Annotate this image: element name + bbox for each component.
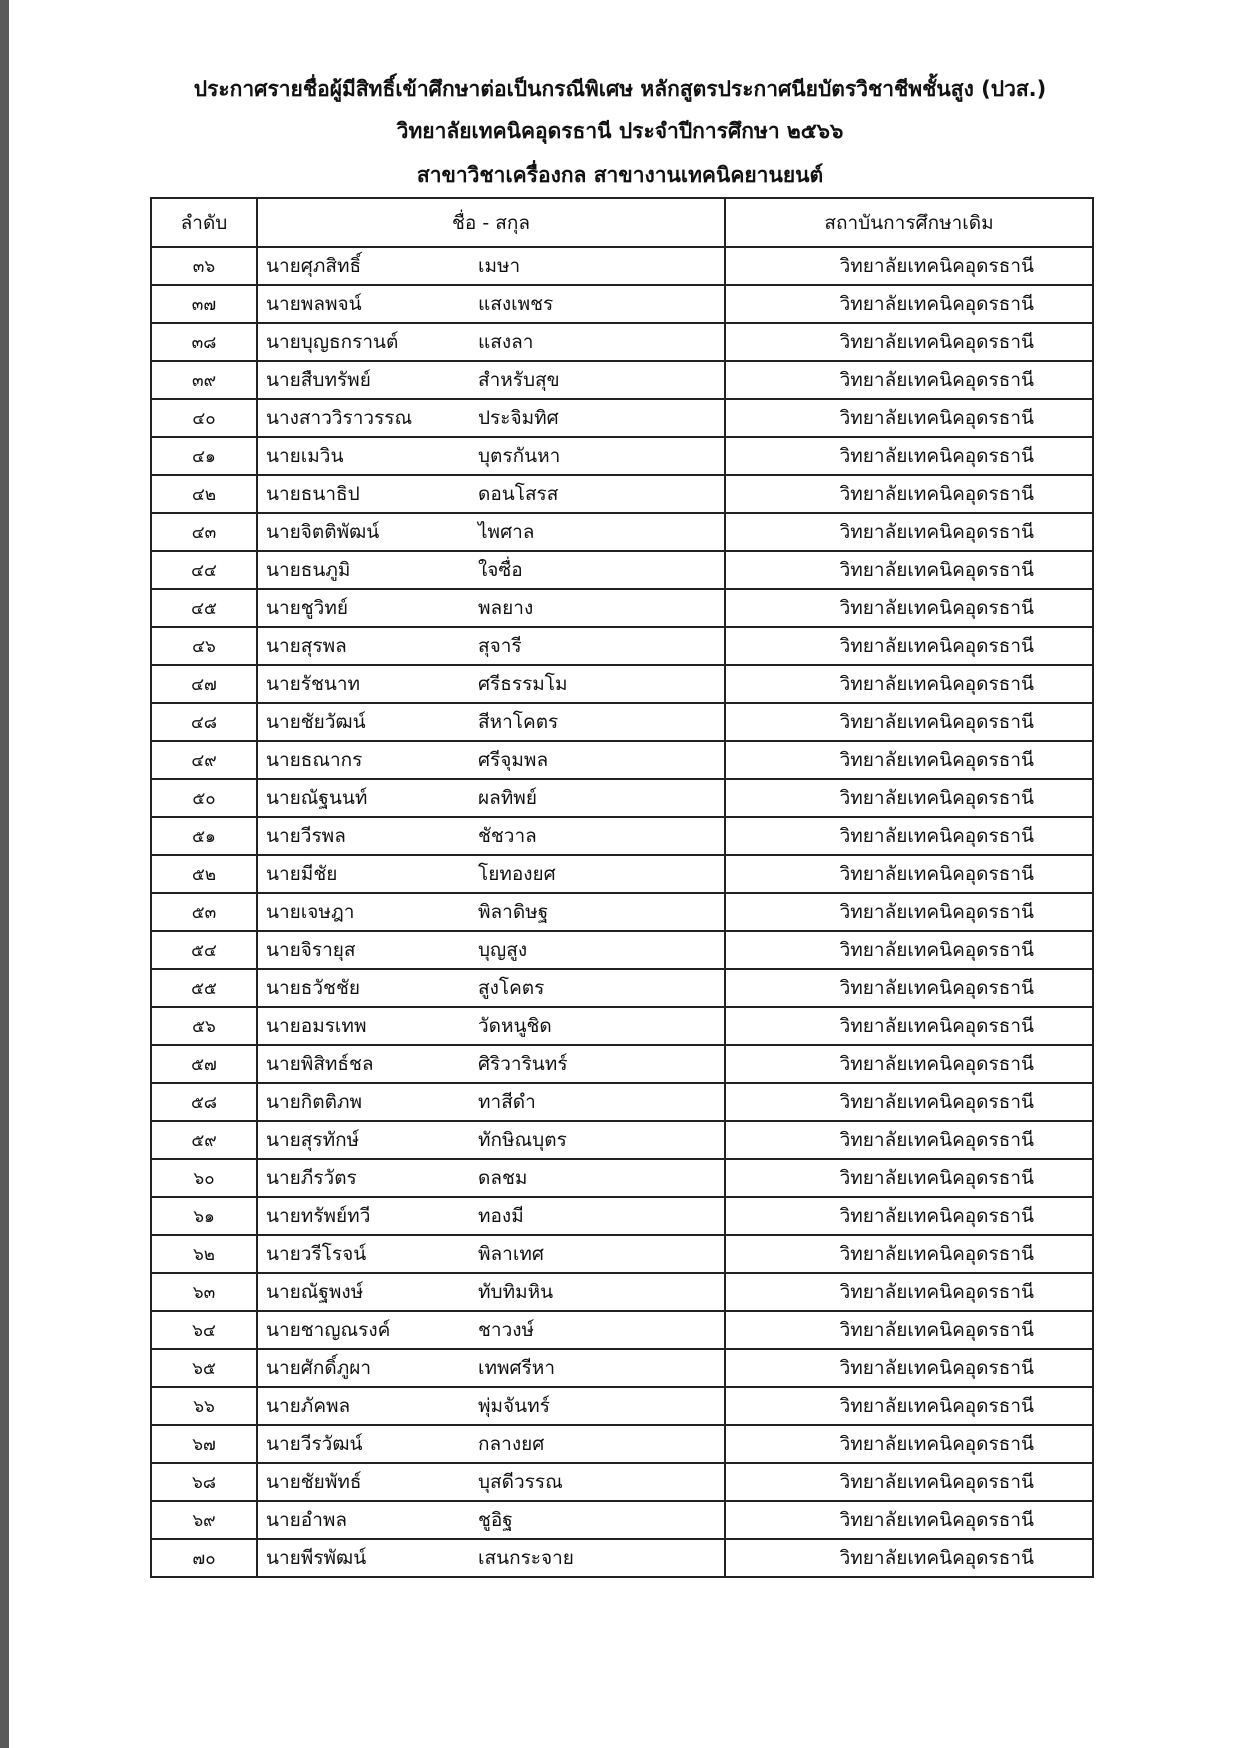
full-name xyxy=(266,973,716,1003)
last-name: พิลาดิษฐ xyxy=(478,901,549,923)
first-name: นายเจษฎา xyxy=(266,901,355,923)
table-row xyxy=(151,1007,1093,1045)
row-name-cell xyxy=(257,589,725,627)
header-title: ประกาศรายชื่อผู้มีสิทธิ์เข้าศึกษาต่อเป็นกรณีพิเศษ หลักสูตรประกาศนียบัตรวิชาชีพชั้นสูง (ปวส.) xyxy=(193,77,1047,101)
full-name xyxy=(266,289,716,319)
first-name: นายทรัพย์ทวี xyxy=(266,1205,371,1227)
row-name-cell xyxy=(257,437,725,475)
table-row xyxy=(151,969,1093,1007)
scan-edge xyxy=(0,0,9,1748)
row-school: วิทยาลัยเทคนิคอุดรธานี xyxy=(725,665,1093,703)
table-row xyxy=(151,665,1093,703)
row-number: ๕๓ xyxy=(151,893,257,931)
row-school: วิทยาลัยเทคนิคอุดรธานี xyxy=(725,1349,1093,1387)
row-number: ๔๔ xyxy=(151,551,257,589)
table-row xyxy=(151,1121,1093,1159)
table-row xyxy=(151,247,1093,285)
last-name: ดลชม xyxy=(478,1167,528,1189)
row-school: วิทยาลัยเทคนิคอุดรธานี xyxy=(725,931,1093,969)
row-number: ๖๗ xyxy=(151,1425,257,1463)
full-name xyxy=(266,593,716,623)
last-name: เทพศรีหา xyxy=(478,1357,556,1379)
row-school: วิทยาลัยเทคนิคอุดรธานี xyxy=(725,817,1093,855)
first-name: นายณัฐพงษ์ xyxy=(266,1281,364,1303)
last-name: บุญสูง xyxy=(478,939,528,961)
row-name-cell xyxy=(257,1463,725,1501)
last-name: ดอนโสรส xyxy=(478,483,559,505)
row-number: ๔๖ xyxy=(151,627,257,665)
first-name: นายชาญณรงค์ xyxy=(266,1319,391,1341)
row-name-cell xyxy=(257,1045,725,1083)
row-school: วิทยาลัยเทคนิคอุดรธานี xyxy=(725,893,1093,931)
row-school: วิทยาลัยเทคนิคอุดรธานี xyxy=(725,247,1093,285)
full-name xyxy=(266,1315,716,1345)
row-name-cell xyxy=(257,969,725,1007)
last-name: ทาสีดำ xyxy=(478,1091,536,1113)
table-row xyxy=(151,285,1093,323)
last-name: วัดหนูชิด xyxy=(478,1015,552,1037)
last-name: พิลาเทศ xyxy=(478,1243,544,1265)
full-name xyxy=(266,1163,716,1193)
row-name-cell xyxy=(257,247,725,285)
row-name-cell xyxy=(257,665,725,703)
first-name: นายชูวิทย์ xyxy=(266,597,349,619)
table-row xyxy=(151,399,1093,437)
table-row xyxy=(151,779,1093,817)
row-number: ๖๖ xyxy=(151,1387,257,1425)
row-name-cell xyxy=(257,893,725,931)
row-school: วิทยาลัยเทคนิคอุดรธานี xyxy=(725,969,1093,1007)
last-name: ทับทิมหิน xyxy=(478,1281,554,1303)
column-header-name: ชื่อ - สกุล xyxy=(257,198,725,247)
row-name-cell xyxy=(257,931,725,969)
table-row xyxy=(151,513,1093,551)
row-number: ๔๓ xyxy=(151,513,257,551)
row-name-cell xyxy=(257,1387,725,1425)
row-number: ๖๙ xyxy=(151,1501,257,1539)
row-number: ๔๗ xyxy=(151,665,257,703)
table-row xyxy=(151,627,1093,665)
first-name: นายพลพจน์ xyxy=(266,293,362,315)
last-name: ผลทิพย์ xyxy=(478,787,537,809)
row-school: วิทยาลัยเทคนิคอุดรธานี xyxy=(725,475,1093,513)
row-number: ๕๑ xyxy=(151,817,257,855)
first-name: นายกิตติภพ xyxy=(266,1091,363,1113)
table-row xyxy=(151,1159,1093,1197)
table-row xyxy=(151,893,1093,931)
first-name: นายมีชัย xyxy=(266,863,338,885)
first-name: นายเมวิน xyxy=(266,445,344,467)
last-name: ชาวงษ์ xyxy=(478,1319,535,1341)
row-school: วิทยาลัยเทคนิคอุดรธานี xyxy=(725,1539,1093,1577)
column-header-school: สถาบันการศึกษาเดิม xyxy=(725,198,1093,247)
table-row xyxy=(151,551,1093,589)
last-name: สุจารี xyxy=(478,635,522,657)
last-name: ศิริวารินทร์ xyxy=(478,1053,568,1075)
first-name: นายอำพล xyxy=(266,1509,348,1531)
last-name: บุตรกันหา xyxy=(478,445,561,467)
row-name-cell xyxy=(257,1273,725,1311)
row-name-cell xyxy=(257,1539,725,1577)
row-school: วิทยาลัยเทคนิคอุดรธานี xyxy=(725,703,1093,741)
full-name xyxy=(266,1467,716,1497)
first-name: นายจิตติพัฒน์ xyxy=(266,521,380,543)
row-number: ๔๕ xyxy=(151,589,257,627)
full-name xyxy=(266,631,716,661)
first-name: นายศักดิ์ภูผา xyxy=(266,1357,372,1379)
row-name-cell xyxy=(257,627,725,665)
last-name: โยทองยศ xyxy=(478,863,556,885)
full-name xyxy=(266,1543,716,1573)
first-name: นายบุญธกรานต์ xyxy=(266,331,399,353)
table-row xyxy=(151,817,1093,855)
last-name: พุ่มจันทร์ xyxy=(478,1395,550,1417)
row-name-cell xyxy=(257,817,725,855)
last-name: สีหาโคตร xyxy=(478,711,559,733)
row-number: ๖๕ xyxy=(151,1349,257,1387)
last-name: กลางยศ xyxy=(478,1433,545,1455)
first-name: นายวีรวัฒน์ xyxy=(266,1433,363,1455)
last-name: ศรีธรรมโม xyxy=(478,673,568,695)
table-row xyxy=(151,1463,1093,1501)
row-number: ๓๗ xyxy=(151,285,257,323)
row-number: ๕๘ xyxy=(151,1083,257,1121)
row-school: วิทยาลัยเทคนิคอุดรธานี xyxy=(725,285,1093,323)
full-name xyxy=(266,479,716,509)
table-row xyxy=(151,475,1093,513)
row-number: ๔๒ xyxy=(151,475,257,513)
row-name-cell xyxy=(257,1083,725,1121)
row-number: ๖๒ xyxy=(151,1235,257,1273)
table-row xyxy=(151,1197,1093,1235)
table-row xyxy=(151,1273,1093,1311)
row-school: วิทยาลัยเทคนิคอุดรธานี xyxy=(725,779,1093,817)
row-school: วิทยาลัยเทคนิคอุดรธานี xyxy=(725,1463,1093,1501)
last-name: พลยาง xyxy=(478,597,534,619)
full-name xyxy=(266,1087,716,1117)
row-number: ๕๔ xyxy=(151,931,257,969)
full-name xyxy=(266,1277,716,1307)
full-name xyxy=(266,897,716,927)
first-name: นายธณากร xyxy=(266,749,363,771)
last-name: แสงลา xyxy=(478,331,534,353)
last-name: ไพศาล xyxy=(478,521,535,543)
row-school: วิทยาลัยเทคนิคอุดรธานี xyxy=(725,741,1093,779)
first-name: นายพิสิทธ์ชล xyxy=(266,1053,374,1075)
row-number: ๖๐ xyxy=(151,1159,257,1197)
row-number: ๖๓ xyxy=(151,1273,257,1311)
full-name xyxy=(266,859,716,889)
row-number: ๕๕ xyxy=(151,969,257,1007)
row-name-cell xyxy=(257,1121,725,1159)
first-name: นายวรีโรจน์ xyxy=(266,1243,367,1265)
row-school: วิทยาลัยเทคนิคอุดรธานี xyxy=(725,1273,1093,1311)
full-name xyxy=(266,1125,716,1155)
last-name: บุสดีวรรณ xyxy=(478,1471,563,1493)
row-school: วิทยาลัยเทคนิคอุดรธานี xyxy=(725,589,1093,627)
row-name-cell xyxy=(257,323,725,361)
row-number: ๔๙ xyxy=(151,741,257,779)
table-row xyxy=(151,1387,1093,1425)
first-name: นายภีรวัตร xyxy=(266,1167,357,1189)
full-name xyxy=(266,935,716,965)
row-number: ๖๔ xyxy=(151,1311,257,1349)
row-name-cell xyxy=(257,1235,725,1273)
table-row xyxy=(151,1045,1093,1083)
last-name: เสนกระจาย xyxy=(478,1547,574,1569)
row-school: วิทยาลัยเทคนิคอุดรธานี xyxy=(725,1045,1093,1083)
first-name: นายรัชนาท xyxy=(266,673,361,695)
row-school: วิทยาลัยเทคนิคอุดรธานี xyxy=(725,361,1093,399)
full-name xyxy=(266,327,716,357)
row-name-cell xyxy=(257,1007,725,1045)
row-name-cell xyxy=(257,855,725,893)
first-name: นายภัคพล xyxy=(266,1395,351,1417)
row-number: ๔๘ xyxy=(151,703,257,741)
row-school: วิทยาลัยเทคนิคอุดรธานี xyxy=(725,1197,1093,1235)
first-name: นางสาววิราวรรณ xyxy=(266,407,413,429)
table-row xyxy=(151,855,1093,893)
table-row xyxy=(151,437,1093,475)
row-school: วิทยาลัยเทคนิคอุดรธานี xyxy=(725,1007,1093,1045)
full-name xyxy=(266,441,716,471)
row-school: วิทยาลัยเทคนิคอุดรธานี xyxy=(725,1235,1093,1273)
table-row xyxy=(151,1539,1093,1577)
document-header xyxy=(0,68,1240,196)
row-school: วิทยาลัยเทคนิคอุดรธานี xyxy=(725,1387,1093,1425)
full-name xyxy=(266,1011,716,1041)
row-name-cell xyxy=(257,551,725,589)
row-school: วิทยาลัยเทคนิคอุดรธานี xyxy=(725,1311,1093,1349)
row-number: ๓๙ xyxy=(151,361,257,399)
first-name: นายสุรทักษ์ xyxy=(266,1129,360,1151)
full-name xyxy=(266,1505,716,1535)
table-row xyxy=(151,1311,1093,1349)
row-school: วิทยาลัยเทคนิคอุดรธานี xyxy=(725,1501,1093,1539)
first-name: นายพีรพัฒน์ xyxy=(266,1547,367,1569)
first-name: นายศุภสิทธิ์ xyxy=(266,255,362,277)
header-program: สาขาวิชาเครื่องกล สาขางานเทคนิคยานยนต์ xyxy=(416,163,824,187)
first-name: นายชัยวัฒน์ xyxy=(266,711,366,733)
last-name: ชูอิฐ xyxy=(478,1509,513,1531)
first-name: นายชัยพัทธ์ xyxy=(266,1471,362,1493)
full-name xyxy=(266,517,716,547)
full-name xyxy=(266,1429,716,1459)
column-header-number: ลำดับ xyxy=(151,198,257,247)
full-name xyxy=(266,365,716,395)
full-name xyxy=(266,1049,716,1079)
header-college-year: วิทยาลัยเทคนิคอุดรธานี ประจำปีการศึกษา ๒๕๖๖ xyxy=(396,119,844,143)
first-name: นายจิรายุส xyxy=(266,939,356,961)
row-number: ๕๒ xyxy=(151,855,257,893)
table-header-row xyxy=(151,198,1093,247)
first-name: นายวีรพล xyxy=(266,825,346,847)
row-name-cell xyxy=(257,1501,725,1539)
row-name-cell xyxy=(257,513,725,551)
row-number: ๓๘ xyxy=(151,323,257,361)
row-name-cell xyxy=(257,399,725,437)
last-name: ทักษิณบุตร xyxy=(478,1129,567,1151)
row-number: ๕๖ xyxy=(151,1007,257,1045)
row-number: ๔๑ xyxy=(151,437,257,475)
row-name-cell xyxy=(257,1349,725,1387)
first-name: นายธนภูมิ xyxy=(266,559,351,581)
full-name xyxy=(266,1353,716,1383)
row-number: ๕๗ xyxy=(151,1045,257,1083)
last-name: ใจซื่อ xyxy=(478,559,523,581)
full-name xyxy=(266,1391,716,1421)
last-name: ชัชวาล xyxy=(478,825,537,847)
row-name-cell xyxy=(257,361,725,399)
full-name xyxy=(266,783,716,813)
table-row xyxy=(151,1425,1093,1463)
full-name xyxy=(266,403,716,433)
row-school: วิทยาลัยเทคนิคอุดรธานี xyxy=(725,399,1093,437)
first-name: นายณัฐนนท์ xyxy=(266,787,368,809)
row-school: วิทยาลัยเทคนิคอุดรธานี xyxy=(725,1425,1093,1463)
table-row xyxy=(151,1349,1093,1387)
full-name xyxy=(266,821,716,851)
table-row xyxy=(151,703,1093,741)
last-name: แสงเพชร xyxy=(478,293,554,315)
last-name: ศรีจุมพล xyxy=(478,749,549,771)
row-school: วิทยาลัยเทคนิคอุดรธานี xyxy=(725,1083,1093,1121)
row-name-cell xyxy=(257,703,725,741)
table-row xyxy=(151,361,1093,399)
first-name: นายธนาธิป xyxy=(266,483,360,505)
row-school: วิทยาลัยเทคนิคอุดรธานี xyxy=(725,513,1093,551)
row-number: ๖๘ xyxy=(151,1463,257,1501)
first-name: นายสืบทรัพย์ xyxy=(266,369,371,391)
row-school: วิทยาลัยเทคนิคอุดรธานี xyxy=(725,437,1093,475)
row-name-cell xyxy=(257,741,725,779)
full-name xyxy=(266,669,716,699)
last-name: ประจิมทิศ xyxy=(478,407,559,429)
first-name: นายธวัชชัย xyxy=(266,977,360,999)
last-name: สูงโคตร xyxy=(478,977,545,999)
full-name xyxy=(266,555,716,585)
row-number: ๓๖ xyxy=(151,247,257,285)
row-number: ๗๐ xyxy=(151,1539,257,1577)
student-roster-table xyxy=(150,197,1094,1578)
row-school: วิทยาลัยเทคนิคอุดรธานี xyxy=(725,323,1093,361)
row-number: ๕๙ xyxy=(151,1121,257,1159)
row-number: ๔๐ xyxy=(151,399,257,437)
row-name-cell xyxy=(257,1159,725,1197)
table-row xyxy=(151,589,1093,627)
full-name xyxy=(266,1239,716,1269)
full-name xyxy=(266,707,716,737)
table-row xyxy=(151,1083,1093,1121)
table-row xyxy=(151,741,1093,779)
full-name xyxy=(266,1201,716,1231)
table-row xyxy=(151,1235,1093,1273)
last-name: เมษา xyxy=(478,255,521,277)
table-body xyxy=(151,247,1093,1577)
first-name: นายอมรเทพ xyxy=(266,1015,367,1037)
table-row xyxy=(151,931,1093,969)
row-name-cell xyxy=(257,779,725,817)
row-school: วิทยาลัยเทคนิคอุดรธานี xyxy=(725,627,1093,665)
row-number: ๖๑ xyxy=(151,1197,257,1235)
row-name-cell xyxy=(257,475,725,513)
full-name xyxy=(266,745,716,775)
row-school: วิทยาลัยเทคนิคอุดรธานี xyxy=(725,1159,1093,1197)
row-school: วิทยาลัยเทคนิคอุดรธานี xyxy=(725,1121,1093,1159)
last-name: สำหรับสุข xyxy=(478,369,560,391)
row-school: วิทยาลัยเทคนิคอุดรธานี xyxy=(725,551,1093,589)
table-row xyxy=(151,323,1093,361)
last-name: ทองมี xyxy=(478,1205,524,1227)
row-number: ๕๐ xyxy=(151,779,257,817)
row-name-cell xyxy=(257,1197,725,1235)
row-school: วิทยาลัยเทคนิคอุดรธานี xyxy=(725,855,1093,893)
table-row xyxy=(151,1501,1093,1539)
row-name-cell xyxy=(257,1311,725,1349)
full-name xyxy=(266,251,716,281)
row-name-cell xyxy=(257,1425,725,1463)
first-name: นายสุรพล xyxy=(266,635,347,657)
row-name-cell xyxy=(257,285,725,323)
